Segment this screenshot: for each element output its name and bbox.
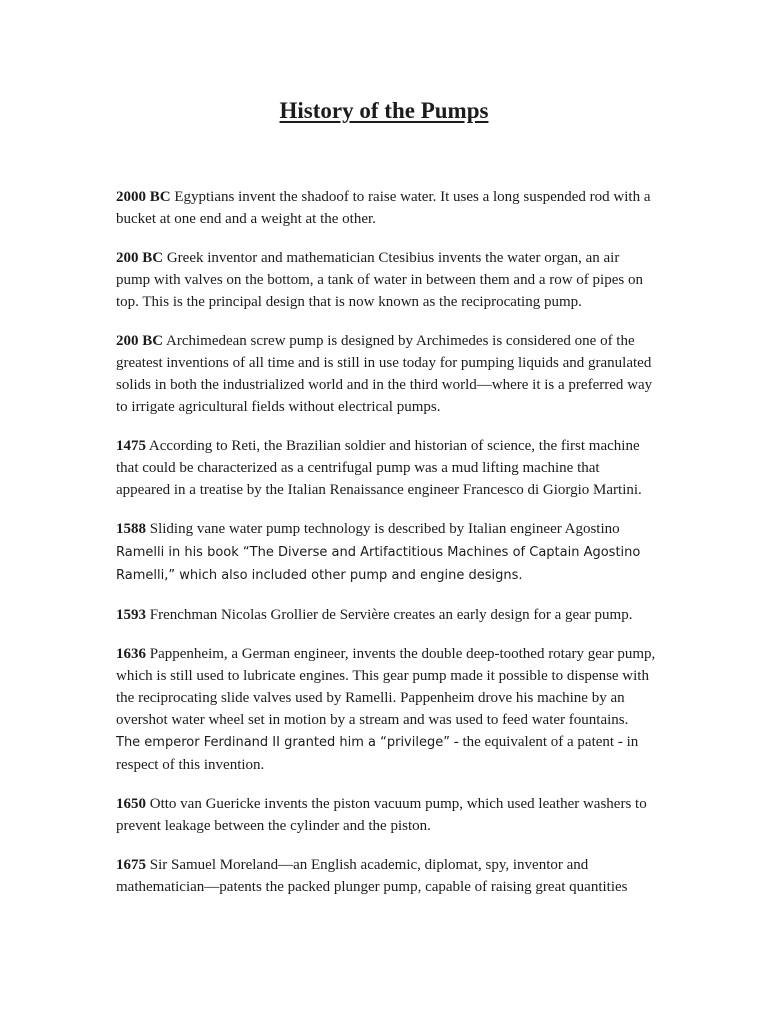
entry-text: Sliding vane water pump technology is described by Italian engineer Agostino [146,521,620,537]
entry-year: 1588 [116,521,146,537]
timeline-entry [116,435,656,501]
entry-year: 1636 [116,646,146,662]
entry-text: Greek inventor and mathematician Ctesibius invents the water organ, an air pump with valves on the bottom, a tank of water in between them and a row of pipes on top. This is the principal design that is now known as the reciprocating pump. [116,250,643,310]
entry-text: According to Reti, the Brazilian soldier and historian of science, the first machine that could be characterized as a centrifugal pump was a mud lifting machine that appeared in a treatise by the Italian Renaissance engineer Francesco di Giorgio Martini. [116,438,642,498]
entry-text-alt-font: Ramelli in his book “The Diverse and Artifactitious Machines of Captain Agostino Ramelli,” which also included other pump and engine designs. [116,545,641,583]
timeline-entry [116,518,656,587]
entry-text-alt-font: The emperor Ferdinand II granted him a “privilege” [116,735,450,750]
timeline-entries [116,186,656,915]
entry-year: 1675 [116,857,146,873]
timeline-entry [116,854,656,898]
entry-text: Otto van Guericke invents the piston vacuum pump, which used leather washers to prevent leakage between the cylinder and the piston. [116,796,647,834]
entry-year: 200 BC [116,333,164,349]
timeline-entry [116,793,656,837]
entry-text-tail: - the equivalent of a patent - in respect of this invention. [116,734,639,773]
entry-text: Sir Samuel Moreland—an English academic, diplomat, spy, inventor and mathematician—patents the packed plunger pump, capable of raising great quantities [116,857,628,895]
entry-text: Pappenheim, a German engineer, invents the double deep-toothed rotary gear pump, which is still used to lubricate engines. This gear pump made it possible to dispense with the reciprocating slide valves used by Ramelli. Pappenheim drove his machine by an overshot water wheel set in motion by a stream and was used to feed water fountains. [116,646,656,728]
entry-year: 200 BC [116,250,164,266]
entry-text: Egyptians invent the shadoof to raise water. It uses a long suspended rod with a bucket at one end and a weight at the other. [116,189,651,227]
timeline-entry [116,247,656,313]
timeline-entry [116,186,656,230]
entry-year: 1475 [116,438,146,454]
document-title: History of the Pumps [279,98,489,123]
entry-year: 1650 [116,796,146,812]
entry-year: 1593 [116,607,146,623]
timeline-entry [116,643,656,776]
entry-text: Frenchman Nicolas Grollier de Servière creates an early design for a gear pump. [146,607,633,623]
entry-text: Archimedean screw pump is designed by Archimedes is considered one of the greatest inventions of all time and is still in use today for pumping liquids and granulated solids in both the industrialized world and in the third world—where it is a preferred way to irrigate agricultural fields without electrical pumps. [116,333,653,415]
timeline-entry [116,604,656,626]
timeline-entry [116,330,656,418]
entry-year: 2000 BC [116,189,171,205]
